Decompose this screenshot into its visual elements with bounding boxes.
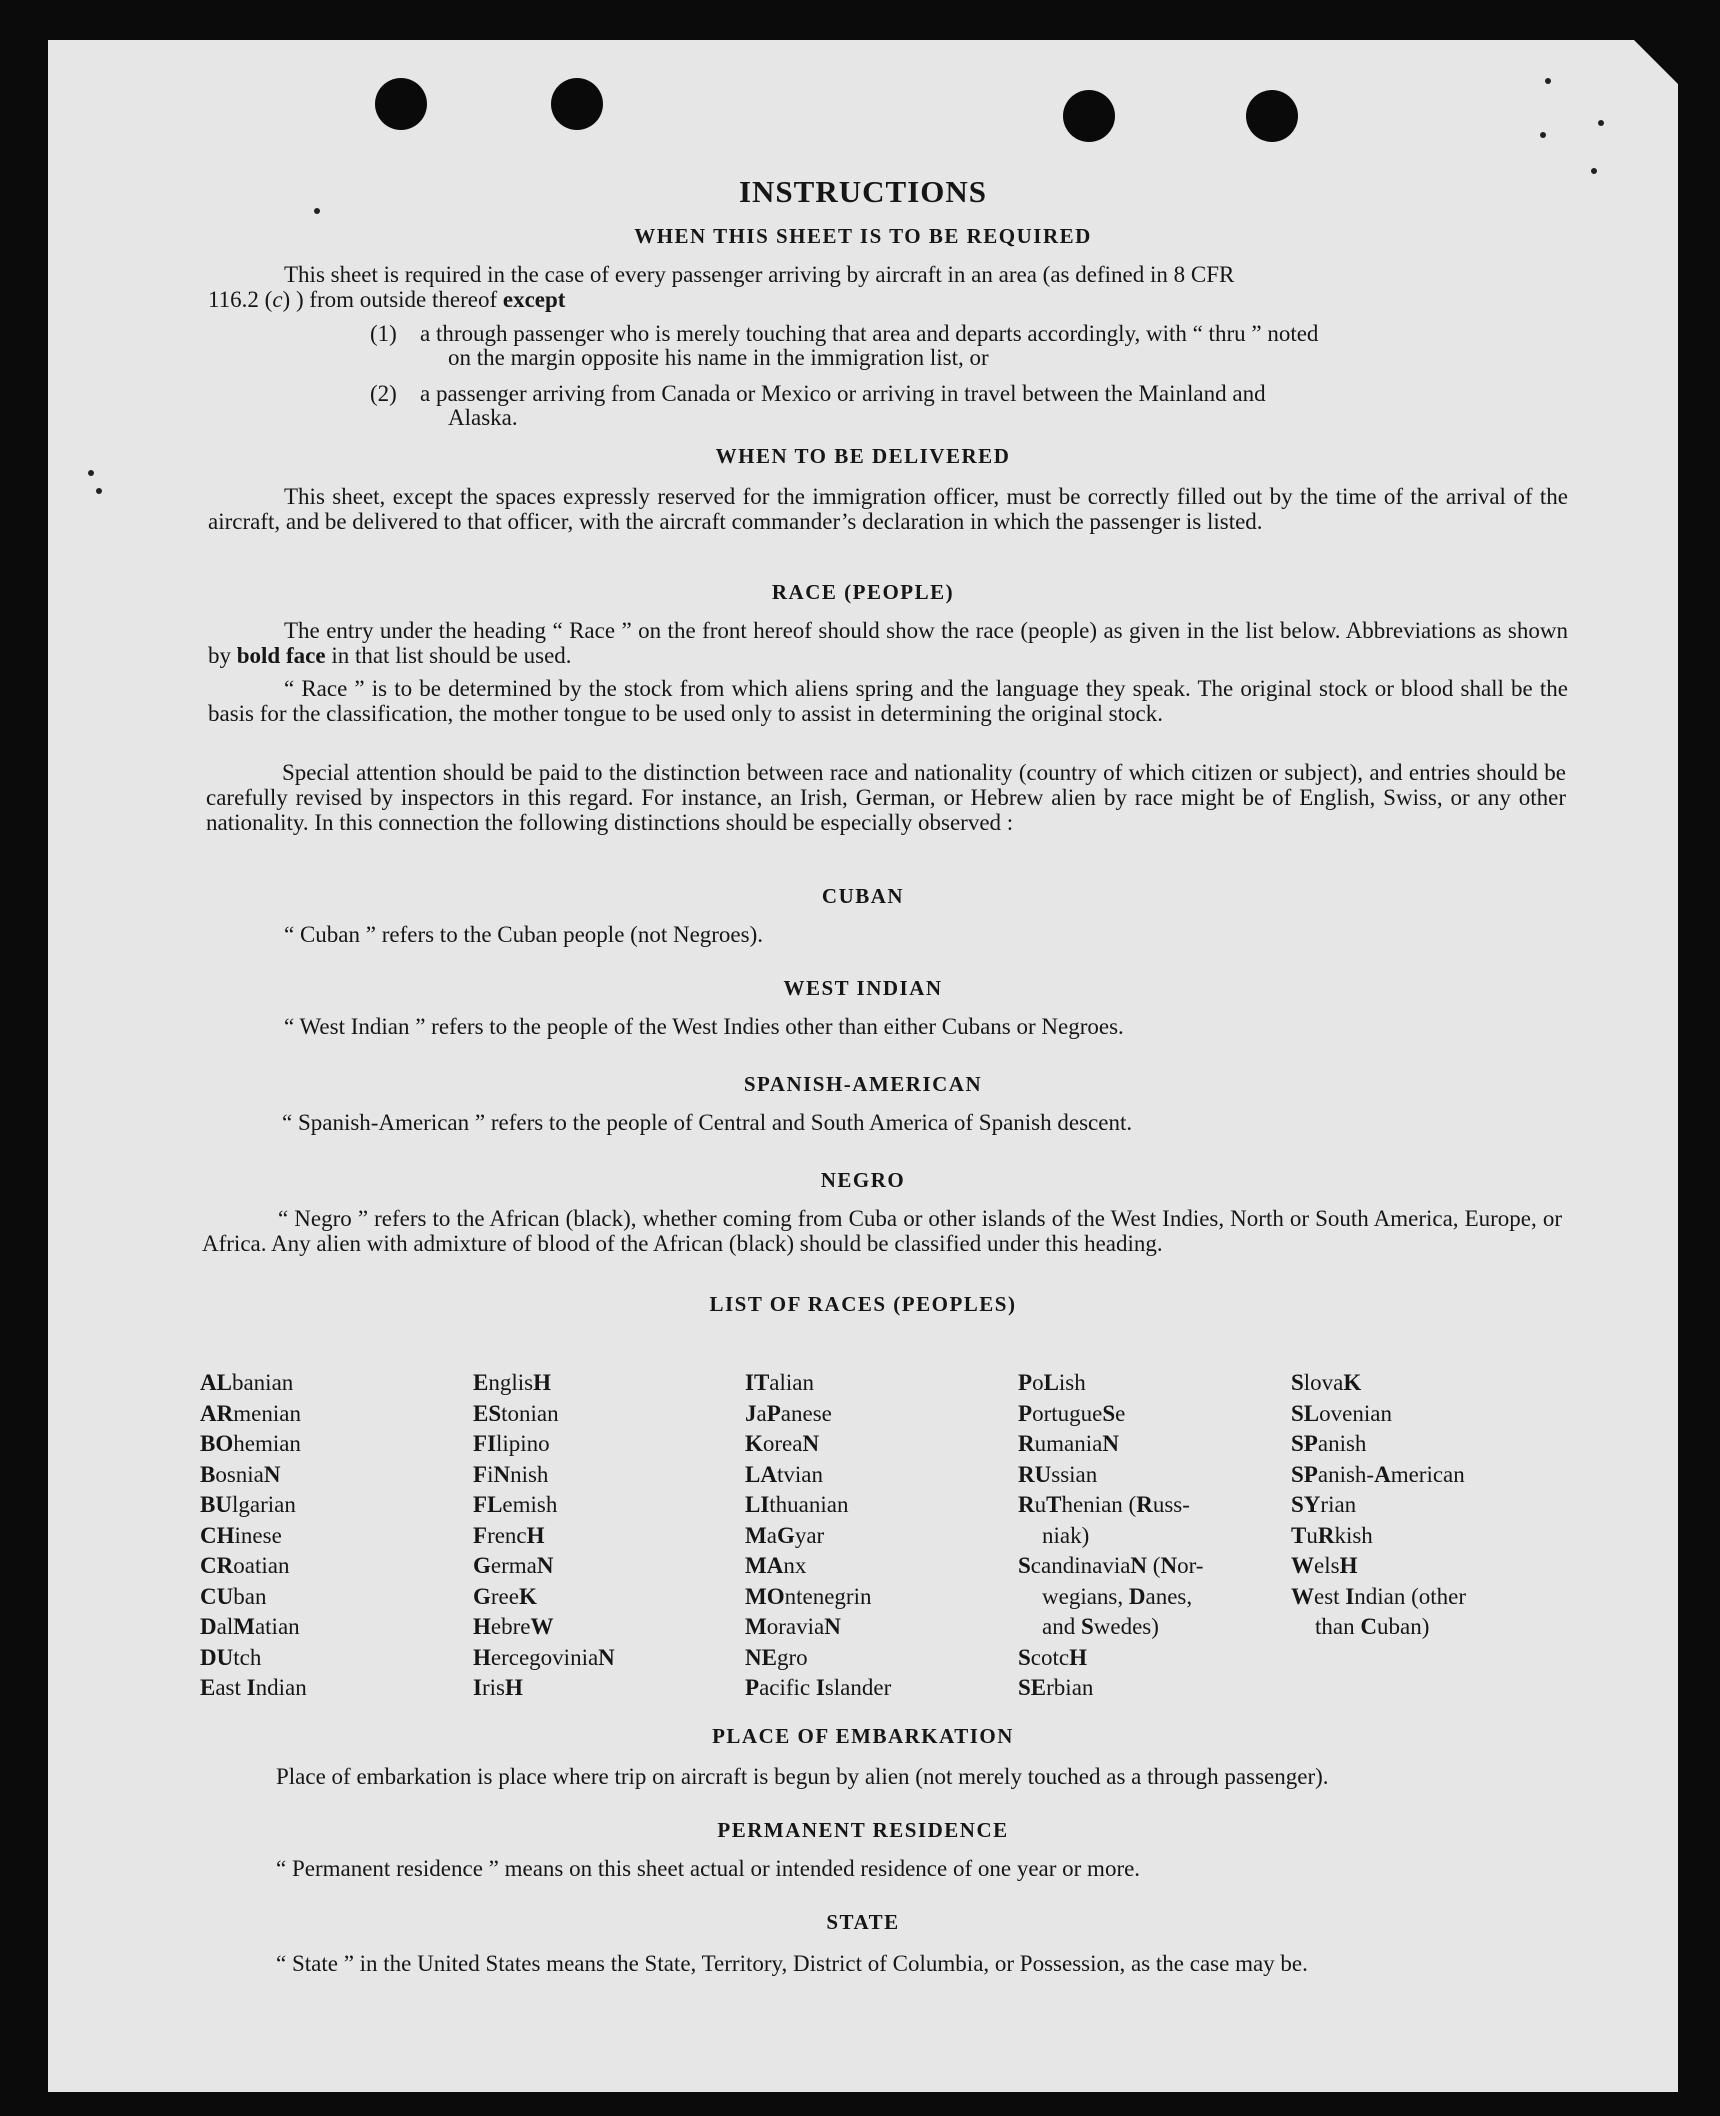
west-indian-text: “ West Indian ” refers to the people of the West Indies other than either Cubans or Negroes. (284, 1014, 1124, 1039)
race-entry: West Indian (other (1291, 1583, 1467, 1609)
intro-paragraph (208, 262, 1568, 312)
item-text-cont: on the margin opposite his name in the immigration list, or (448, 345, 989, 370)
race-entry: CUban (200, 1583, 267, 1609)
race-entry-cont: niak) (1042, 1522, 1090, 1548)
race-entry-cont: wegians, Danes, (1042, 1583, 1193, 1609)
races-column-4 (1018, 1368, 1203, 1704)
race-entry: FrencH (473, 1522, 545, 1548)
item-text-cont: Alaska. (448, 405, 518, 430)
list-item (370, 382, 1570, 432)
cfr-ref-b: ) ) from outside thereof (282, 287, 503, 312)
residence-text: “ Permanent residence ” means on this sheet actual or intended residence of one year or more. (276, 1856, 1141, 1881)
punch-hole (375, 78, 427, 130)
intro-line-1: This sheet is required in the case of every passenger arriving by aircraft in an area (as defined in 8 CFR (284, 262, 1235, 287)
race-entry: EnglisH (473, 1370, 551, 1395)
race-entry: NEgro (745, 1644, 808, 1670)
races-column-5 (1291, 1368, 1466, 1643)
race-entry: SlovaK (1291, 1370, 1362, 1395)
item-text: a through passenger who is merely touching that area and departs accordingly, with “ thru ” noted (420, 321, 1319, 346)
heading-list-of-races: LIST OF RACES (PEOPLES) (709, 1292, 1017, 1316)
race-entry: ALbanian (200, 1370, 294, 1395)
race-paragraph-2: “ Race ” is to be determined by the stock from which aliens spring and the language they speak. The original stock or blood shall be the basis for the classification, the mother tongue to be used only to assist in determining the original stock. (208, 676, 1568, 726)
ink-speck (1545, 78, 1551, 84)
ink-speck (88, 470, 94, 476)
race-entry: KoreaN (745, 1431, 820, 1456)
item-text: a passenger arriving from Canada or Mexico or arriving in travel between the Mainland and (420, 381, 1266, 406)
heading-when-delivered: WHEN TO BE DELIVERED (715, 444, 1011, 468)
except-word: except (502, 287, 566, 312)
heading-cuban: CUBAN (821, 884, 905, 908)
negro-text: “ Negro ” refers to the African (black), whether coming from Cuba or other islands of the West Indies, North or South America, Europe, or Africa. Any alien with admixture of blood of the African (black) should be classified under this heading. (202, 1206, 1562, 1256)
race-entry: PoLish (1018, 1370, 1086, 1395)
race-entry: DalMatian (200, 1614, 300, 1639)
ink-speck (96, 488, 102, 494)
race-entry: FLemish (473, 1492, 558, 1517)
race-entry: LIthuanian (745, 1492, 849, 1517)
races-column-1 (200, 1368, 307, 1704)
punch-hole (1246, 90, 1298, 142)
folded-corner (1634, 40, 1678, 84)
heading-spanish-american: SPANISH-AMERICAN (743, 1072, 983, 1096)
state-text: “ State ” in the United States means the State, Territory, District of Columbia, or Possession, as the case may be. (276, 1951, 1308, 1976)
race-entry: MOntenegrin (745, 1583, 872, 1609)
race-entry: MaGyar (745, 1522, 825, 1548)
cfr-ref-c: c (272, 287, 283, 312)
race-entry: Pacific Islander (745, 1675, 892, 1700)
race-entry: ScotcH (1018, 1644, 1087, 1670)
race-entry: FIlipino (473, 1431, 550, 1456)
item-number: (2) (370, 381, 397, 406)
race-entry: GermaN (473, 1553, 554, 1578)
race-entry: SErbian (1018, 1675, 1094, 1700)
punch-hole (1063, 90, 1115, 142)
race-entry: LAtvian (745, 1461, 823, 1487)
cuban-text: “ Cuban ” refers to the Cuban people (not Negroes). (284, 922, 764, 947)
race-entry: BosniaN (200, 1461, 281, 1487)
page-title: INSTRUCTIONS (738, 174, 987, 209)
heading-west-indian: WEST INDIAN (783, 976, 943, 1000)
race-entry: HebreW (473, 1614, 554, 1639)
race-entry: ARmenian (200, 1400, 301, 1426)
race-entry: ITalian (745, 1370, 814, 1395)
race-entry: CRoatian (200, 1553, 290, 1578)
race-entry: HercegoviniaN (473, 1644, 615, 1670)
race-entry: TuRkish (1291, 1522, 1373, 1548)
races-column-3 (745, 1368, 891, 1704)
race-entry: BUlgarian (200, 1492, 296, 1517)
heading-embarkation: PLACE OF EMBARKATION (712, 1724, 1014, 1748)
race-entry: WelsH (1291, 1553, 1358, 1578)
races-column-2 (473, 1368, 615, 1704)
race-paragraph-3: Special attention should be paid to the distinction between race and nationality (country of which citizen or subject), and entries should be carefully revised by inspectors in this regard. For instance, an Irish, German, or Hebrew alien by race might be of English, Swiss, or any other nationality. In this connection the following distinctions should be especially observed : (206, 760, 1566, 835)
list-item (370, 322, 1570, 372)
ink-speck (1540, 132, 1546, 138)
race-entry: RUssian (1018, 1461, 1098, 1487)
race-paragraph-1 (208, 618, 1568, 668)
race-entry: ScandinaviaN (Nor- (1018, 1553, 1204, 1578)
race-entry-cont: and Swedes) (1042, 1614, 1159, 1639)
intro-line-2 (208, 287, 1568, 312)
heading-residence: PERMANENT RESIDENCE (717, 1818, 1009, 1842)
race-entry: PortugueSe (1018, 1400, 1126, 1426)
race-entry: GreeK (473, 1583, 537, 1609)
race-p1-bold: bold face (236, 643, 326, 668)
document-page (48, 40, 1678, 2092)
race-p1-a: The entry under the heading “ Race ” on the front hereof should show the race (people) as given in the list below. Abbreviations as shown by (208, 618, 1568, 668)
race-entry-cont: than Cuban) (1315, 1614, 1430, 1639)
race-entry: RumaniaN (1018, 1431, 1119, 1456)
race-entry: SLovenian (1291, 1400, 1392, 1426)
item-number: (1) (370, 321, 397, 346)
ink-speck (1598, 120, 1604, 126)
race-entry: DUtch (200, 1644, 262, 1670)
embarkation-text: Place of embarkation is place where trip on aircraft is begun by alien (not merely touched as a through passenger). (276, 1764, 1329, 1789)
race-entry: MAnx (745, 1553, 807, 1578)
race-entry: JaPanese (745, 1400, 832, 1426)
race-p1-b: in that list should be used. (325, 643, 572, 668)
punch-hole (551, 78, 603, 130)
race-entry: MoraviaN (745, 1614, 841, 1639)
race-entry: SPanish (1291, 1431, 1367, 1456)
heading-negro: NEGRO (820, 1168, 906, 1192)
heading-state: STATE (826, 1910, 900, 1934)
race-entry: BOhemian (200, 1431, 301, 1456)
delivered-paragraph: This sheet, except the spaces expressly reserved for the immigration officer, must be correctly filled out by the time of the arrival of the aircraft, and be delivered to that officer, with the aircraft commander’s declaration in which the passenger is listed. (208, 484, 1568, 534)
race-entry: East Indian (200, 1675, 307, 1700)
cfr-ref-a: 116.2 ( (208, 287, 273, 312)
race-entry: SYrian (1291, 1492, 1357, 1517)
heading-when-required: WHEN THIS SHEET IS TO BE REQUIRED (634, 224, 1092, 248)
spanish-american-text: “ Spanish-American ” refers to the people of Central and South America of Spanish descent. (282, 1110, 1133, 1135)
race-entry: CHinese (200, 1522, 282, 1548)
race-entry: RuThenian (Russ- (1018, 1492, 1190, 1517)
race-entry: EStonian (473, 1400, 559, 1426)
race-entry: SPanish-American (1291, 1461, 1465, 1487)
race-entry: IrisH (473, 1675, 523, 1700)
race-entry: FiNnish (473, 1461, 549, 1487)
heading-race: RACE (PEOPLE) (771, 580, 955, 604)
